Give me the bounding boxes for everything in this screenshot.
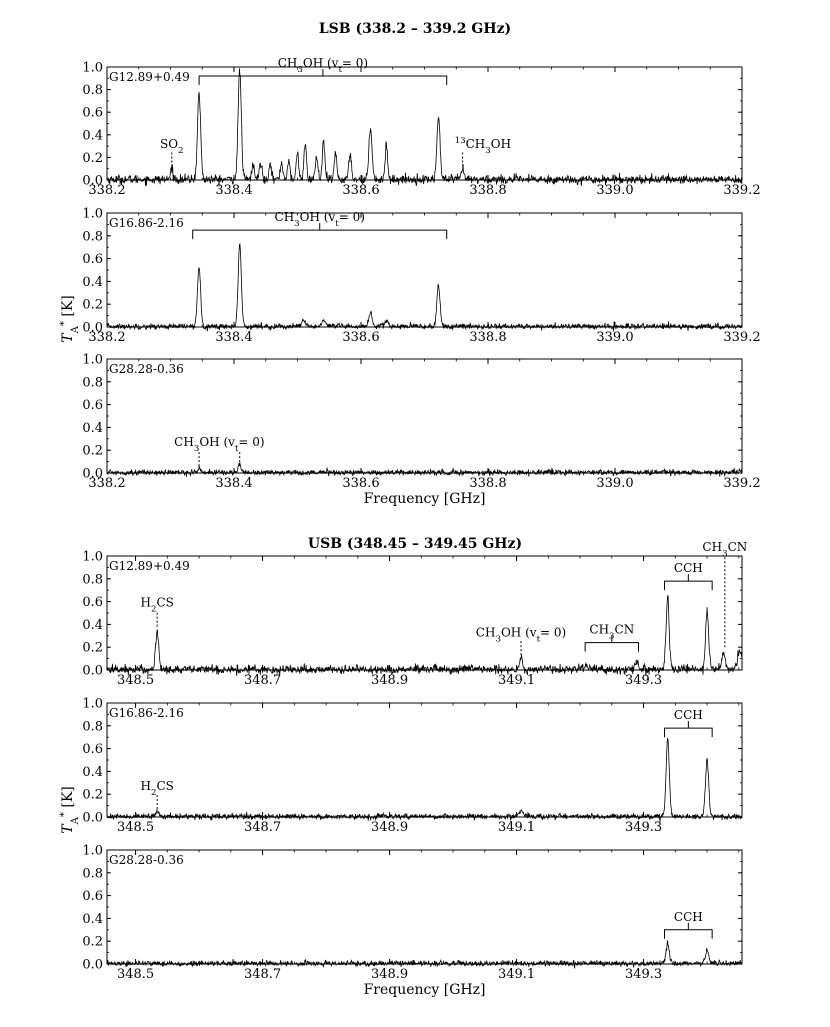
source-label: G28.28-0.36: [109, 853, 184, 867]
y-tick-label: 0.2: [82, 297, 103, 313]
y-tick-label: 1.0: [82, 60, 103, 76]
y-tick-label: 0.4: [82, 420, 103, 436]
y-tick-label: 0.8: [82, 375, 103, 391]
y-axis-label: $T_A^*$ [K]: [58, 295, 81, 343]
y-tick-label: 1.0: [82, 206, 103, 222]
y-tick-label: 1.0: [82, 352, 103, 368]
y-tick-label: 0.0: [82, 320, 103, 336]
y-tick-label: 1.0: [82, 549, 103, 565]
x-axis-label: Frequency [GHz]: [363, 982, 486, 998]
y-tick-label: 0.8: [82, 866, 103, 882]
x-tick-label: 338.6: [342, 476, 380, 491]
x-tick-label: 339.0: [596, 476, 634, 491]
y-tick-label: 0.0: [82, 810, 103, 826]
line-annotation: $H_2CS$: [140, 779, 174, 799]
line-annotation: $CH_3OH$ $(v_t= 0)$: [174, 435, 265, 455]
x-tick-label: 338.4: [215, 183, 253, 198]
plot-frame: [107, 850, 742, 964]
x-tick-label: 348.7: [243, 967, 282, 982]
panel-2: [82, 207, 760, 346]
plot-frame: [107, 703, 742, 817]
x-tick-label: 339.0: [596, 330, 634, 345]
y-tick-label: 0.2: [82, 640, 103, 656]
y-tick-label: 0.4: [82, 764, 103, 780]
line-annotation: $CH_3OH$ $(v_t= 0)$: [475, 625, 567, 645]
line-annotation: $CH_3CN$: [589, 622, 635, 642]
y-tick-label: 0.6: [82, 595, 103, 611]
x-tick-label: 338.8: [469, 476, 507, 491]
x-tick-label: 349.3: [624, 673, 663, 688]
panel-5: [82, 697, 742, 836]
x-tick-label: 338.2: [88, 330, 126, 345]
y-tick-label: 0.8: [82, 572, 103, 588]
x-tick-label: 338.6: [342, 183, 380, 198]
x-tick-label: 348.9: [370, 967, 409, 982]
source-label: G28.28-0.36: [109, 362, 184, 376]
y-tick-label: 0.0: [82, 663, 103, 679]
y-tick-label: 0.8: [82, 83, 103, 99]
y-tick-label: 0.4: [82, 911, 103, 927]
x-tick-label: 338.2: [88, 476, 126, 491]
line-annotation: $CH_3CN$: [702, 540, 748, 559]
source-label: G12.89+0.49: [109, 559, 190, 573]
x-tick-label: 339.0: [596, 183, 634, 198]
y-tick-label: 0.6: [82, 105, 103, 121]
x-tick-label: 348.5: [116, 673, 155, 688]
x-tick-label: 348.5: [116, 820, 155, 835]
line-bracket: [199, 76, 447, 85]
y-tick-label: 0.8: [82, 719, 103, 735]
y-tick-label: 0.0: [82, 466, 103, 482]
x-tick-label: 348.9: [370, 820, 409, 835]
line-annotation: $SO_2$: [159, 136, 184, 156]
line-annotation: CCH: [673, 708, 703, 723]
panel-1: [82, 21, 760, 198]
y-tick-label: 0.0: [82, 957, 103, 973]
spectrum-line: [107, 738, 742, 822]
y-tick-label: 1.0: [82, 696, 103, 712]
spectrum-line: [107, 244, 742, 331]
y-tick-label: 0.6: [82, 252, 103, 268]
x-tick-label: 348.7: [243, 673, 282, 688]
x-axis-label: Frequency [GHz]: [363, 491, 486, 507]
plot-frame: [107, 556, 742, 670]
spectrum-line: [107, 596, 742, 676]
line-bracket: [585, 643, 638, 652]
line-bracket: [665, 930, 713, 939]
y-tick-label: 0.4: [82, 128, 103, 144]
x-tick-label: 349.1: [497, 820, 536, 835]
x-tick-label: 348.7: [243, 820, 282, 835]
x-tick-label: 339.2: [723, 330, 761, 345]
y-tick-label: 0.2: [82, 934, 103, 950]
x-tick-label: 338.8: [469, 330, 507, 345]
x-tick-label: 338.4: [215, 476, 253, 491]
line-bracket: [665, 581, 713, 590]
y-tick-label: 0.6: [82, 742, 103, 758]
x-tick-label: 348.9: [370, 673, 409, 688]
y-tick-label: 0.2: [82, 150, 103, 166]
x-tick-label: 349.3: [624, 967, 663, 982]
line-annotation: CCH: [673, 561, 703, 576]
y-tick-label: 0.4: [82, 274, 103, 290]
x-tick-label: 338.8: [469, 183, 507, 198]
y-tick-label: 0.8: [82, 229, 103, 245]
x-tick-label: 339.2: [723, 476, 761, 491]
source-label: G16.86-2.16: [109, 706, 184, 720]
line-annotation: $CH_3OH$ $(v_t= 0)$: [277, 56, 369, 76]
line-annotation: $H_2CS$: [140, 595, 174, 615]
source-label: G16.86-2.16: [109, 216, 184, 230]
x-tick-label: 338.6: [342, 330, 380, 345]
panel-title: LSB (338.2 – 339.2 GHz): [318, 21, 512, 37]
source-label: G12.89+0.49: [109, 70, 190, 84]
y-tick-label: 1.0: [82, 843, 103, 859]
spectrum-line: [107, 463, 742, 477]
panel-4: [82, 536, 747, 688]
line-bracket: [665, 728, 713, 737]
y-tick-label: 0.4: [82, 617, 103, 633]
panel-title: USB (348.45 – 349.45 GHz): [307, 536, 523, 552]
y-tick-label: 0.2: [82, 443, 103, 459]
x-tick-label: 339.2: [723, 183, 761, 198]
x-tick-label: 349.1: [497, 673, 536, 688]
y-tick-label: 0.6: [82, 889, 103, 905]
line-bracket: [193, 230, 447, 239]
y-axis-label: $T_A^*$ [K]: [58, 786, 81, 834]
line-annotation: $^{13}CH_3OH$: [454, 135, 512, 156]
x-tick-label: 338.4: [215, 330, 253, 345]
y-tick-label: 0.6: [82, 398, 103, 414]
line-annotation: $CH_3OH$ $(v_t= 0)$: [274, 210, 365, 230]
y-tick-label: 0.2: [82, 787, 103, 803]
x-tick-label: 349.1: [497, 967, 536, 982]
y-tick-label: 0.0: [82, 173, 103, 189]
plot-frame: [107, 359, 742, 473]
spectrum-line: [107, 68, 742, 186]
line-annotation: CCH: [673, 909, 703, 924]
x-tick-label: 349.3: [624, 820, 663, 835]
x-tick-label: 338.2: [88, 183, 126, 198]
x-tick-label: 348.5: [116, 967, 155, 982]
